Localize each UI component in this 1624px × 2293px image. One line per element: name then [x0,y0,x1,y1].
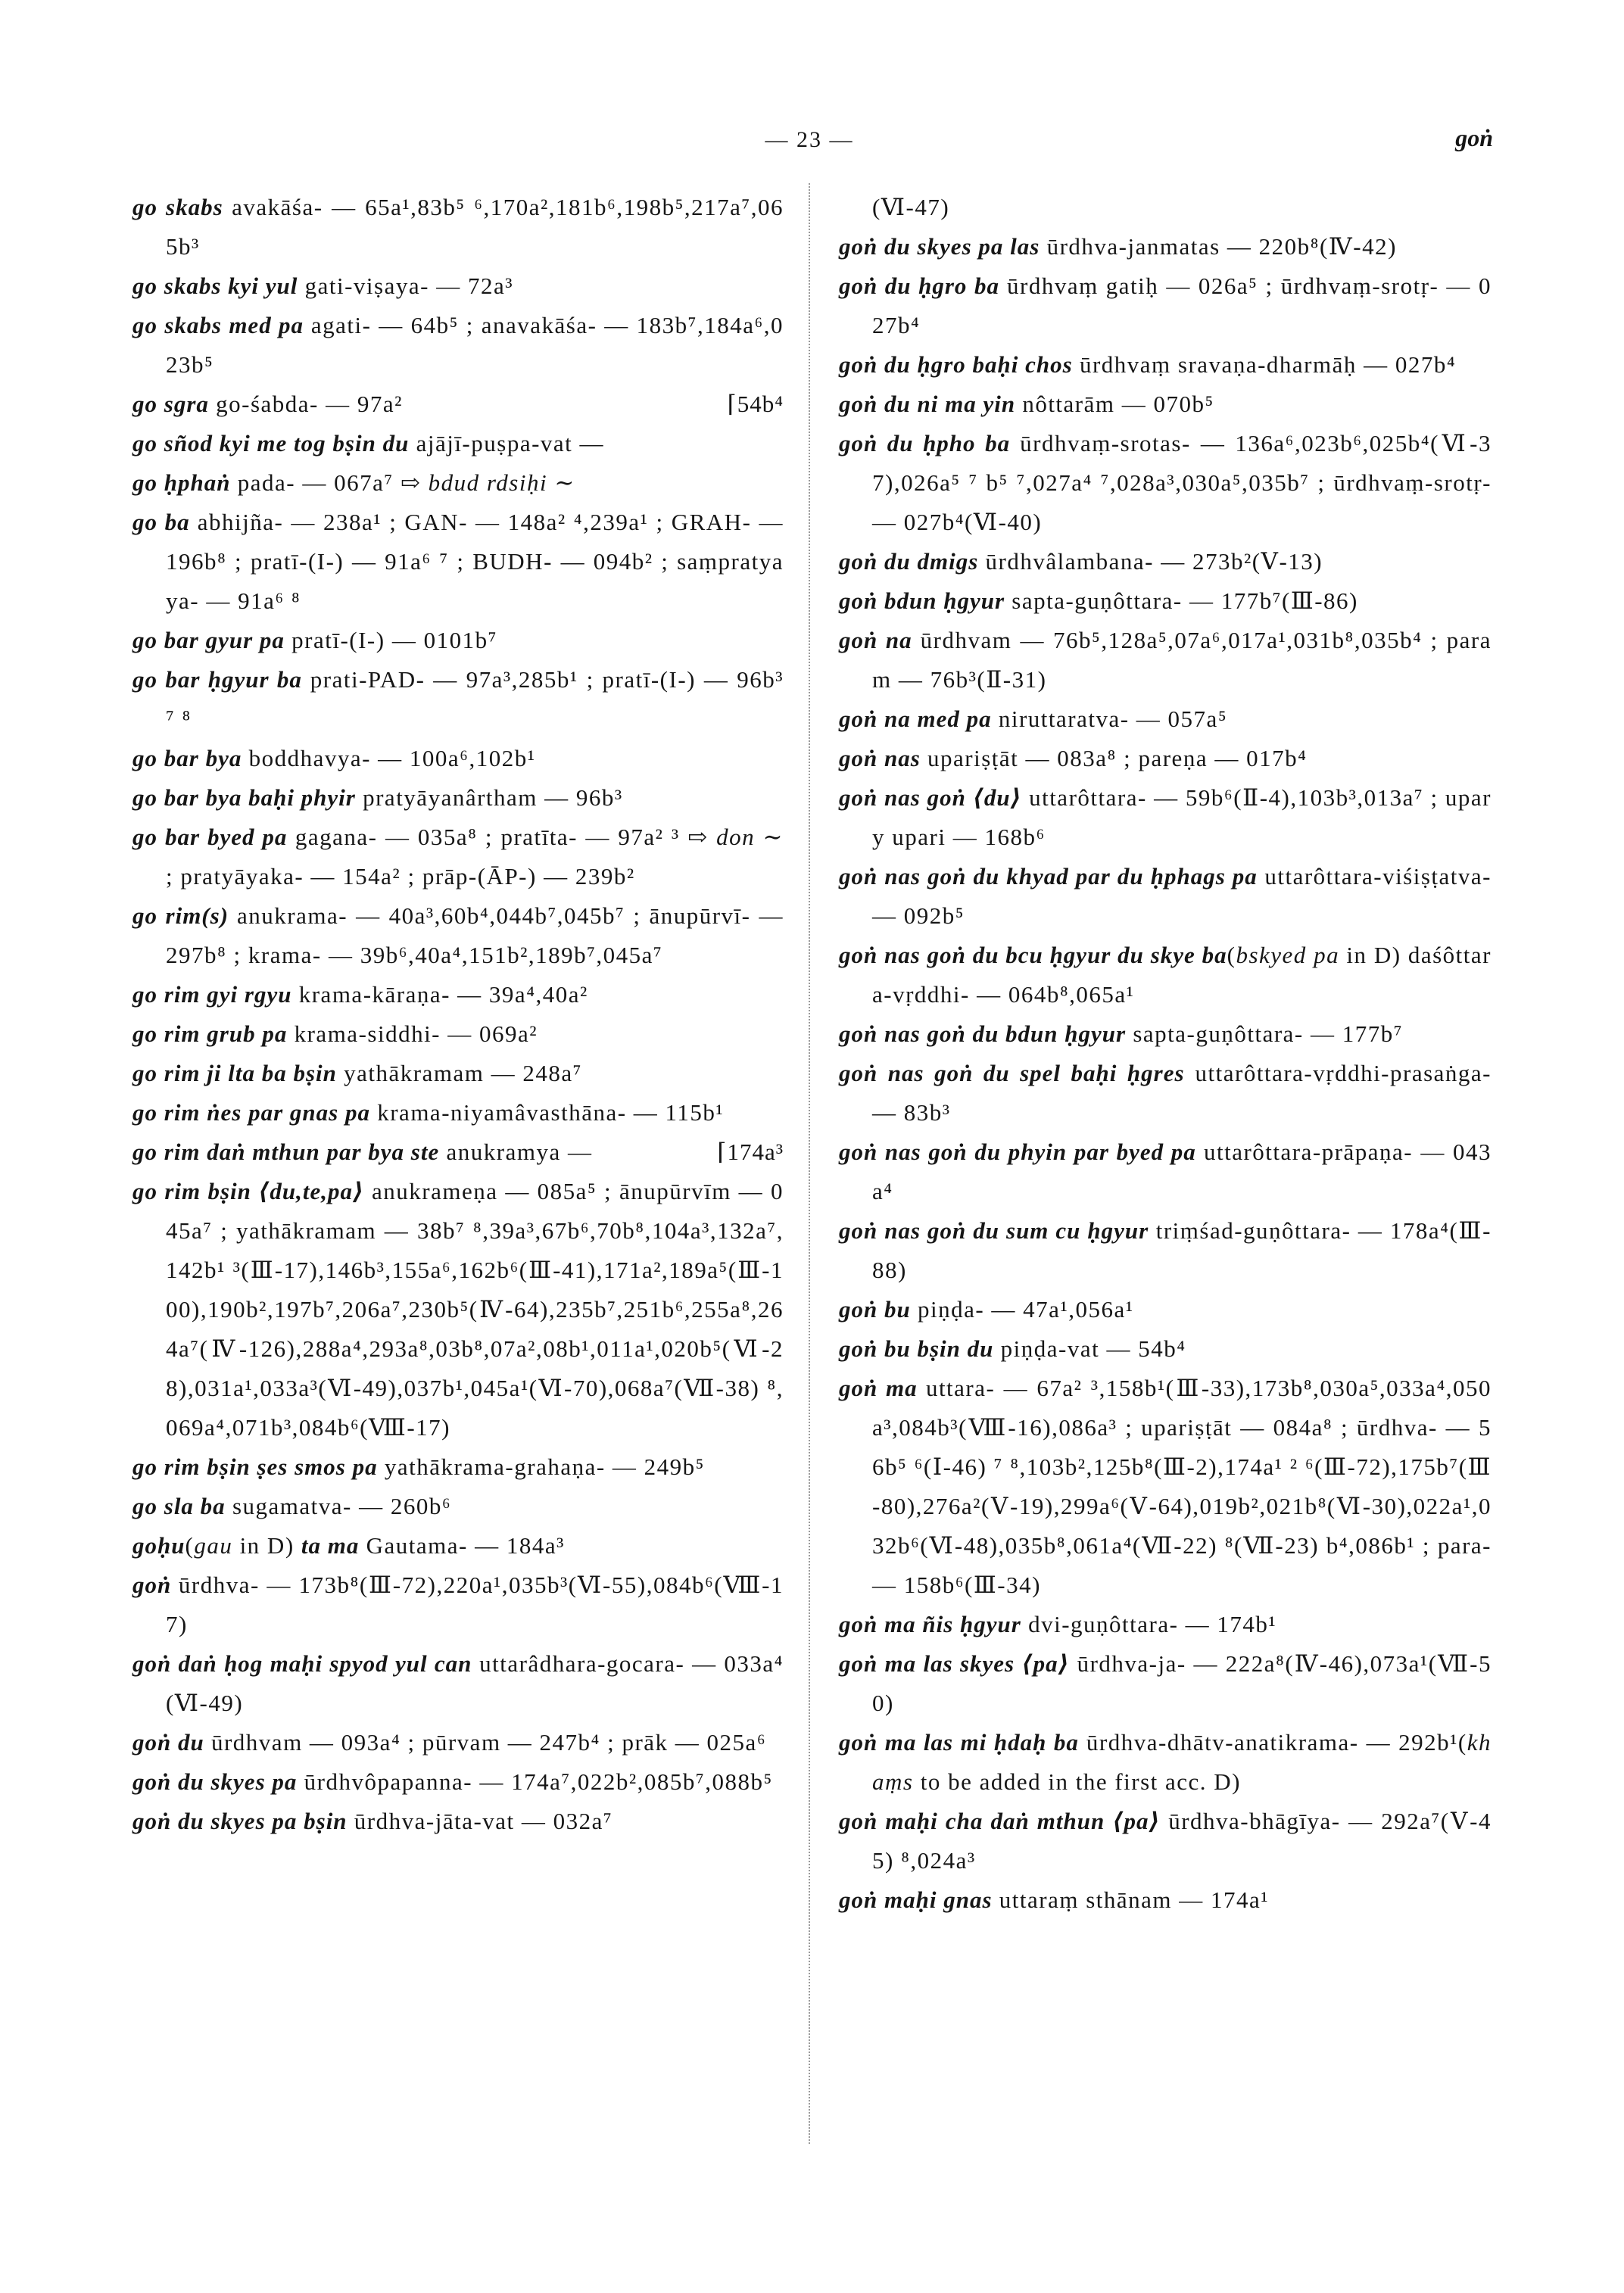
headword: goṅ ma [839,1375,918,1401]
dictionary-entry [132,1723,784,1762]
dictionary-entry [839,266,1492,345]
headword: go bar bya [132,745,242,771]
headword: goṅ bdun ḥgyur [839,587,1005,614]
dictionary-entry [132,1802,784,1841]
entry-text: sapta-guṇôttara- — 177b⁷ [1126,1020,1404,1047]
headword: goṅ nas goṅ du sum cu ḥgyur [839,1217,1149,1244]
entry-text: ūrdhvaṃ-srotas- — 136a⁶,023b⁶,025b⁴(Ⅵ-37),026a⁵ ⁷ b⁵ ⁷,027a⁴ ⁷,028a³,030a⁵,035b⁷ ; ūrdhvaṃ-srotṛ- — 027b⁴(Ⅵ-40) [872,430,1492,535]
dictionary-entry [132,1644,784,1723]
entry-text: ūrdhvam — 093a⁴ ; pūrvam — 247b⁴ ; prāk — 025a⁶ [204,1729,767,1756]
headword: go skabs [132,194,223,220]
dictionary-entry [839,699,1492,739]
headword: go ḥphaṅ [132,469,231,496]
entry-text: upariṣṭāt — 083a⁸ ; pareṇa — 017b⁴ [920,745,1308,771]
dictionary-entry [132,1566,784,1644]
entry-text: gagana- — 035a⁸ ; pratīta- — 97a² ³ ⇨ [287,824,717,850]
entry-text: piṇḍa- — 47a¹,056a¹ [910,1296,1134,1323]
headword: goṅ [132,1572,172,1598]
entry-text: abhijña- — 238a¹ ; GAN- — 148a² ⁴,239a¹ ; GRAH- — 196b⁸ ; pratī-(I-) — 91a⁶ ⁷ ; BUDH- — 094b² ; saṃpratyaya- — 91a⁶ ⁸ [166,509,784,614]
headword: go rim ji lta ba bṣin [132,1060,337,1086]
entry-text: krama-siddhi- — 069a² [287,1020,538,1047]
continuation-marker: ⌈54b⁴ [727,391,784,417]
headword: goṅ na med pa [839,706,992,732]
dictionary-entry [132,1014,784,1054]
headword: goṅ du ḥgro ba [839,273,999,299]
headword: goṅ du skyes pa las [839,233,1040,260]
dictionary-entry [839,1880,1492,1920]
headword: go bar gyur pa [132,627,285,653]
entry-text: to be added in the first acc. D) [913,1768,1242,1795]
entry-text: piṇḍa-vat — 54b⁴ [993,1335,1186,1362]
entry-text: go-śabda- — 97a² [208,391,403,417]
dictionary-entry [839,1644,1492,1723]
dictionary-entry [132,1132,784,1172]
headword: go rim bṣin ⟨du,te,pa⟩ [132,1178,365,1204]
dictionary-entry [839,1132,1492,1211]
dictionary-entry [839,778,1492,857]
entry-text: ūrdhva-ja- — 222a⁸(Ⅳ-46),073a¹(Ⅶ-50) [872,1650,1492,1716]
dictionary-entry [839,1369,1492,1605]
dictionary-entry [839,936,1492,1014]
headword: goṅ nas goṅ du khyad par du ḥphags pa [839,863,1258,889]
entry-text: ūrdhva-jāta-vat — 032a⁷ [347,1808,613,1834]
dictionary-entry [839,1605,1492,1644]
dictionary-entry [132,385,784,424]
headword: go skabs kyi yul [132,273,298,299]
headword: goṅ nas goṅ du bcu ḥgyur du skye ba [839,942,1227,968]
headword: go rim(s) [132,902,229,929]
entry-text: in D) daśôttara-vṛddhi- — 064b⁸,065a¹ [872,942,1492,1008]
headword: go rim bṣin ṣes smos pa [132,1453,378,1480]
entry-text: boddhavya- — 100a⁶,102b¹ [242,745,536,771]
headword: goṅ du dmigs [839,548,979,575]
headword: goṅ nas goṅ du phyin par byed pa [839,1139,1196,1165]
entry-text: anukrameṇa — 085a⁵ ; ānupūrvīm — 045a⁷ ; yathākramam — 38b⁷ ⁸,39a³,67b⁶,70b⁸,104a³,132a⁷,142b¹ ³(Ⅲ-17),146b³,155a⁶,162b⁶(Ⅲ-41),171a²,189a⁵(Ⅲ-100),190b²,197b⁷,206a⁷,230b⁵(Ⅳ-64),235b⁷,251b⁶,255a⁸,264a⁷(Ⅳ-126),288a⁴,293a⁸,03b⁸,07a²,08b¹,011a¹,020b⁵(Ⅵ-28),031a¹,033a³(Ⅵ-49),037b¹,045a¹(Ⅵ-70),068a⁷(Ⅶ-38) ⁸,069a⁴,071b³,084b⁶(Ⅷ-17) [166,1178,784,1441]
headword: goṅ du [132,1729,204,1756]
dictionary-entry [839,621,1492,699]
dictionary-entry [132,660,784,739]
entry-text: in D) [232,1532,301,1559]
dictionary-entry [839,739,1492,778]
dictionary-entry [132,503,784,621]
dictionary-entry [839,424,1492,542]
headword: goṅ ma ñis ḥgyur [839,1611,1021,1637]
dictionary-entry [132,818,784,896]
headword: ta ma [301,1532,360,1559]
dictionary-entry [839,1329,1492,1369]
italic-text: bdud rdsiḥi [428,469,548,496]
right-column [839,188,1492,1920]
entry-text: krama-kāraṇa- — 39a⁴,40a² [291,981,588,1008]
headword: goṅ maḥi cha daṅ mthun ⟨pa⟩ [839,1808,1161,1834]
dictionary-entry [132,1487,784,1526]
headword: go ba [132,509,190,535]
column-divider [809,183,810,2144]
entry-text: niruttaratva- — 057a⁵ [991,706,1228,732]
entry-text: pratī-(I-) — 0101b⁷ [284,627,497,653]
headword: go skabs med pa [132,312,304,338]
dictionary-entry [132,975,784,1014]
entry-text: ūrdhvaṃ gatiḥ — 026a⁵ ; ūrdhvaṃ-srotṛ- — 027b⁴ [872,273,1492,338]
dictionary-entry [839,857,1492,936]
entry-text: triṃśad-guṇôttara- — 178a⁴(Ⅲ-88) [872,1217,1492,1283]
entry-text: sugamatva- — 260b⁶ [225,1493,452,1519]
dictionary-entry [132,739,784,778]
entry-text: prati-PAD- — 97a³,285b¹ ; pratī-(I-) — 96b³ ⁷ ⁸ [166,666,784,732]
dictionary-entry [132,188,784,266]
continuation-marker: ⌈174a³ [717,1139,784,1165]
headword: goṅ bu [839,1296,911,1323]
dictionary-entry [132,1447,784,1487]
entry-text: ūrdhva-dhātv-anatikrama- — 292b¹( [1078,1729,1467,1756]
entry-text: uttarôttara-vṛddhi-prasaṅga- — 83b³ [872,1060,1492,1126]
entry-text: ūrdhvam — 76b⁵,128a⁵,07a⁶,017a¹,031b⁸,035b⁴ ; param — 76b³(Ⅱ-31) [872,627,1492,693]
italic-text: gau [194,1532,233,1559]
dictionary-entry [839,345,1492,385]
entry-text: ∼ [547,469,575,496]
headword: goṅ du ḥgro baḥi chos [839,351,1073,378]
entry-text: uttarâdhara-gocara- — 033a⁴(Ⅵ-49) [166,1650,784,1716]
dictionary-entry [132,424,784,463]
dictionary-entry [132,1526,784,1566]
entry-text: ∼ ; pratyāyaka- — 154a² ; prāp-(ĀP-) — 239b² [166,824,784,889]
dictionary-entry [132,1054,784,1093]
entry-text: ( [1227,942,1236,968]
running-head: goṅ [1455,124,1493,151]
headword: go rim gyi rgyu [132,981,292,1008]
entry-text: ūrdhvâlambana- — 273b²(Ⅴ-13) [978,548,1323,575]
entry-text: uttarôttara-prāpaṇa- — 043a⁴ [872,1139,1492,1204]
dictionary-entry [839,1802,1492,1880]
headword: go bar byed pa [132,824,288,850]
entry-text: Gautama- — 184a³ [359,1532,565,1559]
entry-text: ūrdhva- — 173b⁸(Ⅲ-72),220a¹,035b³(Ⅵ-55),084b⁶(Ⅷ-17) [166,1572,784,1637]
headword: go rim daṅ mthun par bya ste [132,1139,440,1165]
headword: go sñod kyi me tog bṣin du [132,430,410,456]
dictionary-entry [839,1211,1492,1290]
headword: goṅ nas [839,745,921,771]
headword: go bar bya baḥi phyir [132,784,356,811]
right-entry-list [839,227,1492,1920]
entry-text: ūrdhva-janmatas — 220b⁸(Ⅳ-42) [1040,233,1397,260]
entry-text: krama-niyamâvasthāna- — 115b¹ [369,1099,725,1126]
entry-text: pratyāyanârtham — 96b³ [355,784,623,811]
dictionary-entry [839,1290,1492,1329]
headword: goṅ daṅ ḥog maḥi spyod yul can [132,1650,472,1677]
headword: go sla ba [132,1493,226,1519]
headword: goṅ du ni ma yin [839,391,1016,417]
entry-text: ūrdhvaṃ sravaṇa-dharmāḥ — 027b⁴ [1072,351,1457,378]
entry-text: ( [185,1532,195,1559]
headword: goṅ nas goṅ ⟨du⟩ [839,784,1022,811]
entry-text: uttarôttara-viśiṣṭatva- — 092b⁵ [872,863,1492,929]
headword: go sgra [132,391,209,417]
headword: goṅ bu bṣin du [839,1335,994,1362]
headword: goḥu [132,1532,185,1559]
headword: goṅ na [839,627,912,653]
entry-text: sapta-guṇôttara- — 177b⁷(Ⅲ-86) [1005,587,1358,614]
headword: goṅ ma las mi ḥdaḥ ba [839,1729,1079,1756]
headword: goṅ du skyes pa bṣin [132,1808,348,1834]
headword: go rim ṅes par gnas pa [132,1099,370,1126]
entry-text: ūrdhva-bhāgīya- — 292a⁷(Ⅴ-45) ⁸,024a³ [872,1808,1492,1874]
headword: goṅ du ḥpho ba [839,430,1011,456]
dictionary-entry [132,778,784,818]
entry-text: ajājī-puṣpa-vat — [409,430,605,456]
dictionary-entry [132,266,784,306]
dictionary-entry [132,306,784,385]
dictionary-entry [839,227,1492,266]
entry-text: uttara- — 67a² ³,158b¹(Ⅲ-33),173b⁸,030a⁵,033a⁴,050a³,084b³(Ⅷ-16),086a³ ; upariṣṭāt — 084a⁸ ; ūrdhva- — 56b⁵ ⁶(Ⅰ-46) ⁷ ⁸,103b²,125b⁸(Ⅲ-2),174a¹ ² ⁶(Ⅲ-72),175b⁷(Ⅲ-80),276a²(Ⅴ-19),299a⁶(Ⅴ-64),019b²,021b⁸(Ⅵ-30),022a¹,032b⁶(Ⅵ-48),035b⁸,061a⁴(Ⅶ-22) ⁸(Ⅶ-23) b⁴,086b¹ ; para- — 158b⁶(Ⅲ-34) [872,1375,1492,1598]
entry-text: uttaraṃ sthānam — 174a¹ [992,1886,1270,1913]
dictionary-entry [839,542,1492,581]
entry-text: agati- — 64b⁵ ; anavakāśa- — 183b⁷,184a⁶,023b⁵ [166,312,784,378]
headword: goṅ ma las skyes ⟨pa⟩ [839,1650,1070,1677]
headword: goṅ du skyes pa [132,1768,298,1795]
headword: goṅ maḥi gnas [839,1886,993,1913]
dictionary-entry [132,1172,784,1447]
entry-text: ūrdhvôpapanna- — 174a⁷,022b²,085b⁷,088b⁵ [297,1768,773,1795]
headword: goṅ nas goṅ du spel baḥi ḥgres [839,1060,1185,1086]
headword: go rim grub pa [132,1020,288,1047]
italic-text: don [716,824,756,850]
entry-text: yathākrama-grahaṇa- — 249b⁵ [377,1453,705,1480]
continued-text: (Ⅵ-47) [872,194,950,220]
dictionary-entry [839,1054,1492,1132]
dictionary-entry [839,385,1492,424]
entry-text: anukramya — [439,1139,593,1165]
italic-text: khaṃs [872,1729,1492,1795]
entry-text: uttarôttara- — 59b⁶(Ⅱ-4),103b³,013a⁷ ; upary upari — 168b⁶ [872,784,1492,850]
left-entry-list [132,188,784,1841]
italic-text: bskyed pa [1236,942,1340,968]
dictionary-entry [839,1723,1492,1802]
dictionary-entry [839,581,1492,621]
dictionary-entry [132,896,784,975]
dictionary-entry [839,1014,1492,1054]
entry-text: dvi-guṇôttara- — 174b¹ [1021,1611,1277,1637]
page-number: — 23 — [765,127,854,152]
entry-text: yathākramam — 248a⁷ [336,1060,582,1086]
headword: goṅ nas goṅ du bdun ḥgyur [839,1020,1127,1047]
entry-text: anukrama- — 40a³,60b⁴,044b⁷,045b⁷ ; ānupūrvī- — 297b⁸ ; krama- — 39b⁶,40a⁴,151b²,189b⁷,045a⁷ [166,902,784,968]
dictionary-entry [132,1762,784,1802]
entry-text: pada- — 067a⁷ ⇨ [230,469,429,496]
entry-text: nôttarām — 070b⁵ [1015,391,1214,417]
entry-text: avakāśa- — 65a¹,83b⁵ ⁶,170a²,181b⁶,198b⁵,217a⁷,065b³ [166,194,784,260]
entry-text: gati-viṣaya- — 72a³ [298,273,514,299]
dictionary-entry [132,621,784,660]
left-column [132,188,784,1841]
dictionary-entry [132,463,784,503]
headword: go bar ḥgyur ba [132,666,302,693]
